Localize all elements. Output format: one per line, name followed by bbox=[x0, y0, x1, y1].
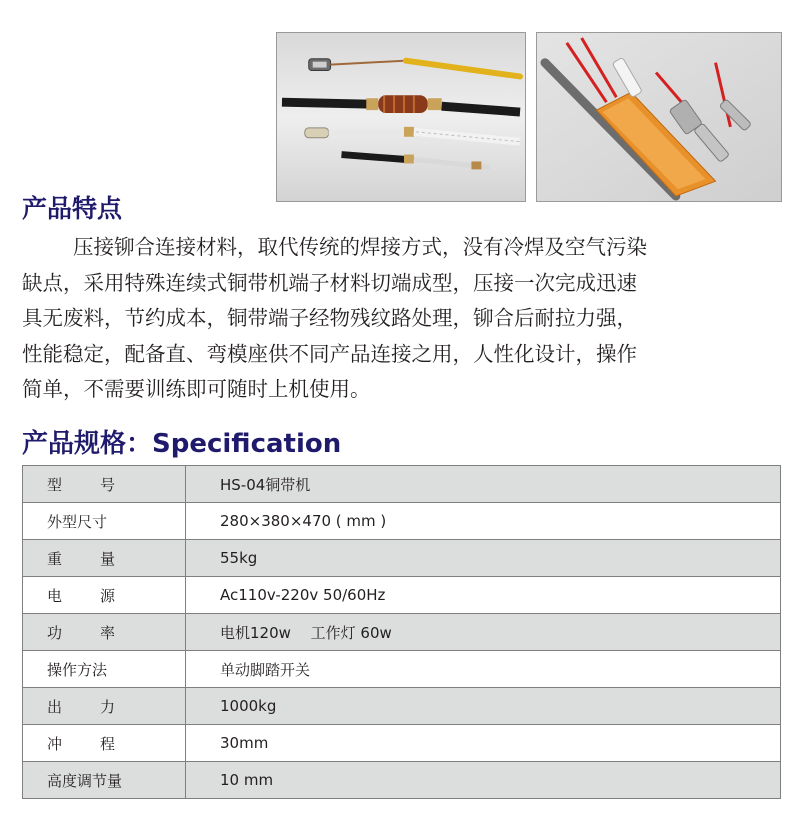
spec-row-height-adjust bbox=[23, 762, 781, 799]
spec-row-stroke bbox=[23, 725, 781, 762]
features-paragraph bbox=[22, 230, 782, 408]
spec-label: 重 量 bbox=[47, 549, 115, 568]
spec-label: 高度调节量 bbox=[23, 762, 186, 799]
product-photo-sensors bbox=[536, 32, 782, 202]
spec-label: 外型尺寸 bbox=[23, 503, 186, 540]
spec-row-dimensions bbox=[23, 503, 781, 540]
features-line: 具无废料，节约成本，铜带端子经物残纹路处理，铆合后耐拉力强， bbox=[22, 306, 637, 330]
features-line: 压接铆合连接材料，取代传统的焊接方式，没有冷焊及空气污染 bbox=[73, 235, 647, 259]
spec-value: 1000kg bbox=[186, 688, 781, 725]
features-line: 缺点，采用特殊连续式铜带机端子材料切端成型，压接一次完成迅速 bbox=[22, 270, 637, 295]
spec-label: 操作方法 bbox=[23, 651, 186, 688]
spec-value: 55kg bbox=[186, 540, 781, 577]
spec-label: 电 源 bbox=[47, 586, 115, 605]
spec-label: 型 号 bbox=[47, 475, 115, 494]
spec-row-power bbox=[23, 614, 781, 651]
spec-value: 280×380×470 ( mm ) bbox=[186, 503, 781, 540]
spec-value: 30mm bbox=[186, 725, 781, 762]
spec-value: 10 mm bbox=[186, 762, 781, 799]
spec-row-model bbox=[23, 466, 781, 503]
spec-value: Ac110v-220v 50/60Hz bbox=[186, 577, 781, 614]
spec-row-force bbox=[23, 688, 781, 725]
spec-row-power-supply bbox=[23, 577, 781, 614]
product-photo-cables bbox=[276, 32, 526, 202]
specification-title: 产品规格：Specification bbox=[22, 429, 342, 459]
spec-label: 出 力 bbox=[47, 697, 115, 716]
features-title: 产品特点 bbox=[22, 194, 123, 223]
features-line: 性能稳定，配备直、弯模座供不同产品连接之用，人性化设计，操作 bbox=[22, 341, 637, 366]
spec-row-operation bbox=[23, 651, 781, 688]
spec-value: 单动脚踏开关 bbox=[186, 651, 781, 688]
spec-label: 功 率 bbox=[47, 623, 115, 642]
spec-value: HS-04铜带机 bbox=[186, 466, 781, 503]
specification-table bbox=[22, 465, 781, 799]
spec-label: 冲 程 bbox=[47, 734, 115, 753]
features-line: 简单，不需要训练即可随时上机使用。 bbox=[22, 377, 371, 401]
spec-value: 电机120w 工作灯 60w bbox=[186, 614, 781, 651]
spec-row-weight bbox=[23, 540, 781, 577]
